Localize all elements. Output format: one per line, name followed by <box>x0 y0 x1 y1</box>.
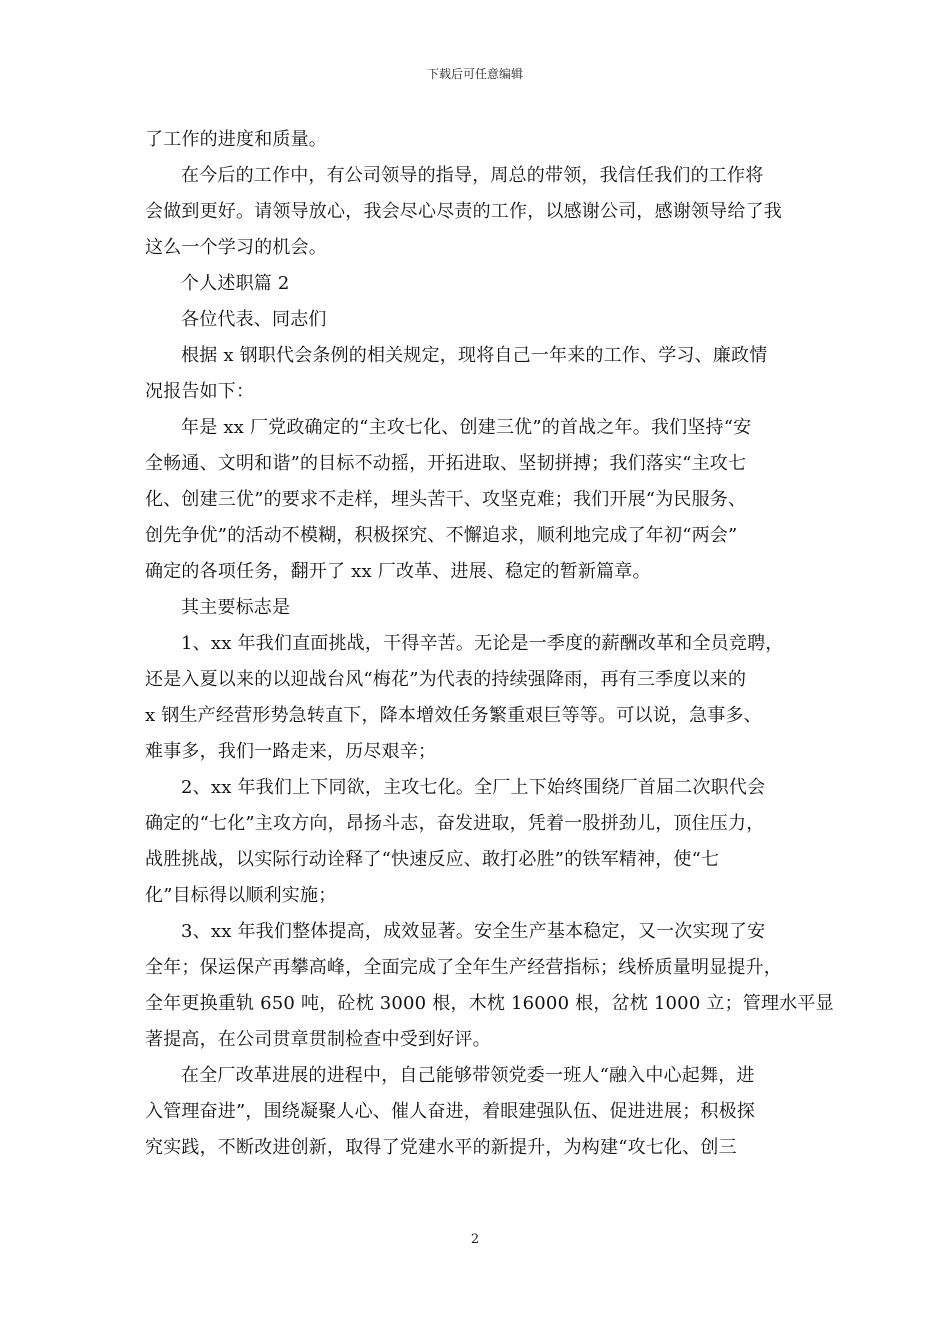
paragraph <box>145 410 817 590</box>
text-line: 其主要标志是 <box>181 597 291 618</box>
text-line: 难事多，我们一路走来，历尽艰辛； <box>145 741 437 762</box>
paragraph <box>145 338 817 410</box>
text-line: 了工作的进度和质量。 <box>145 129 327 150</box>
page-number: 2 <box>470 1232 480 1247</box>
text-line: 1、xx 年我们直面挑战，干得辛苦。无论是一季度的薪酬改革和全员竞聘， <box>181 633 784 654</box>
paragraph <box>145 122 817 158</box>
text-line: 各位代表、同志们 <box>181 309 327 330</box>
text-line: 况报告如下： <box>145 381 255 402</box>
text-line: 根据 x 钢职代会条例的相关规定，现将自己一年来的工作、学习、廉政情 <box>181 345 768 366</box>
text-line: 还是入夏以来的以迎战台风“梅花”为代表的持续强降雨，再有三季度以来的 <box>145 669 747 690</box>
text-line: 全畅通、文明和谐”的目标不动摇，开拓进取、坚韧拼搏；我们落实“主攻七 <box>145 453 747 474</box>
text-line: 化”目标得以顺利实施； <box>145 885 337 906</box>
text-line: 著提高，在公司贯章贯制检查中受到好评。 <box>145 1029 491 1050</box>
text-line: 年是 xx 厂党政确定的“主攻七化、创建三优”的首战之年。我们坚持“安 <box>181 417 752 438</box>
paragraph <box>145 1058 817 1166</box>
paragraph <box>145 302 817 338</box>
paragraph <box>145 626 817 770</box>
text-line: 入管理奋进”，围绕凝聚人心、催人奋进，着眼建强队伍、促进进展；积极探 <box>145 1101 755 1122</box>
text-line: 2、xx 年我们上下同欲，主攻七化。全厂上下始终围绕厂首届二次职代会 <box>181 777 766 798</box>
text-line: 3、xx 年我们整体提高，成效显著。安全生产基本稳定，又一次实现了安 <box>181 921 766 942</box>
paragraph <box>145 590 817 626</box>
text-line: 在全厂改革进展的进程中，自己能够带领党委一班人“融入中心起舞，进 <box>181 1065 755 1086</box>
paragraph <box>145 770 817 914</box>
document-body <box>145 122 834 1166</box>
text-line: 会做到更好。请领导放心，我会尽心尽责的工作，以感谢公司，感谢领导给了我 <box>145 201 782 222</box>
paragraph <box>145 158 817 266</box>
text-line: 全年；保运保产再攀高峰，全面完成了全年生产经营指标；线桥质量明显提升， <box>145 957 782 978</box>
text-line: 战胜挑战，以实际行动诠释了“快速反应、敢打必胜”的铁军精神，使“七 <box>145 849 720 870</box>
text-line: 化、创建三优”的要求不走样，埋头苦干、攻坚克难；我们开展“为民服务、 <box>145 489 747 510</box>
page-header: 下载后可任意编辑 <box>426 67 523 81</box>
text-line: 创先争优”的活动不模糊，积极探究、不懈追求，顺利地完成了年初“两会” <box>145 525 738 546</box>
paragraph <box>145 266 817 302</box>
text-line: 究实践，不断改进创新，取得了党建水平的新提升，为构建“攻七化、创三 <box>145 1137 737 1158</box>
paragraph <box>145 914 834 1058</box>
text-line: 全年更换重轨 650 吨，砼枕 3000 根，木枕 16000 根，岔枕 1000 立；管理水平显 <box>145 993 834 1014</box>
text-line: 确定的各项任务，翻开了 xx 厂改革、进展、稳定的暂新篇章。 <box>145 561 651 582</box>
text-line: 这么一个学习的机会。 <box>145 237 327 258</box>
text-line: 确定的“七化”主攻方向，昂扬斗志，奋发进取，凭着一股拼劲儿，顶住压力， <box>145 813 765 834</box>
text-line: 在今后的工作中，有公司领导的指导，周总的带领，我信任我们的工作将 <box>181 165 764 186</box>
text-line: x 钢生产经营形势急转直下，降本增效任务繁重艰巨等等。可以说，急事多、 <box>145 705 762 726</box>
text-line: 个人述职篇 2 <box>181 273 290 294</box>
